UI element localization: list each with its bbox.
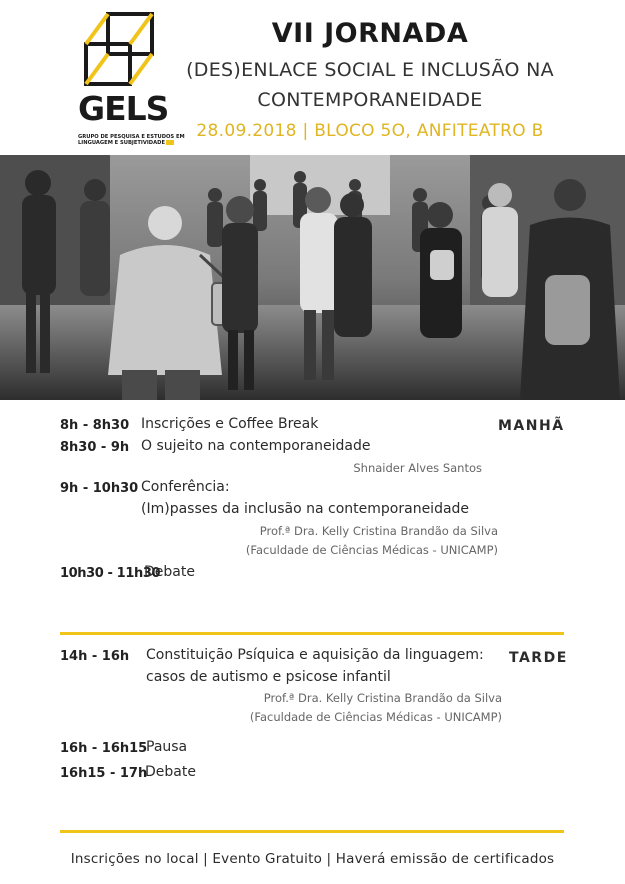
morning-s2-speaker: Shnaider Alves Santos (353, 461, 482, 475)
event-subtitle-line2: CONTEMPORANEIDADE (257, 89, 483, 111)
morning-s4-title: Debate (144, 564, 195, 580)
morning-s1-title: Inscrições e Coffee Break (141, 416, 319, 432)
morning-label: MANHÃ (498, 418, 565, 434)
afternoon-s1-time: 14h - 16h (60, 649, 130, 664)
logo-cube-icon (78, 10, 160, 90)
morning-s3-time: 9h - 10h30 (60, 481, 139, 496)
event-date-location: 28.09.2018 | BLOCO 5O, ANFITEATRO B (196, 121, 544, 141)
morning-s4-time: 10h30 - 11h30 (60, 566, 161, 581)
afternoon-s2-time: 16h - 16h15 (60, 741, 148, 756)
afternoon-s2-title: Pausa (146, 739, 188, 755)
morning-s3-title-line2: (Im)passes da inclusão na contemporaneidade (141, 501, 470, 517)
logo-subtitle-line2 (78, 140, 165, 146)
footer-info: Inscrições no local | Evento Gratuito | Haverá emissão de certificados (70, 851, 555, 867)
afternoon-label: TARDE (509, 650, 568, 666)
crowd-photo (0, 155, 625, 400)
crowd-photo-icon (0, 155, 625, 400)
afternoon-s1-affiliation: (Faculdade de Ciências Médicas - UNICAMP) (249, 710, 502, 724)
morning-s3-affiliation: (Faculdade de Ciências Médicas - UNICAMP) (245, 543, 498, 557)
morning-s3-speaker: Prof.ª Dra. Kelly Cristina Brandão da Silva (259, 524, 498, 538)
logo-subtitle-line2-text: LINGUAGEM E SUBJETIVIDADE (78, 140, 165, 146)
gels-logo (78, 10, 185, 150)
afternoon-s1-title-line1: Constituição Psíquica e aquisição da linguagem: (146, 647, 484, 663)
event-title: VII JORNADA (271, 18, 469, 49)
morning-s1-time: 8h - 8h30 (60, 418, 130, 433)
event-subtitle-line1: (DES)ENLACE SOCIAL E INCLUSÃO NA (186, 59, 554, 81)
afternoon-s1-speaker: Prof.ª Dra. Kelly Cristina Brandão da Silva (263, 691, 502, 705)
afternoon-s3-time: 16h15 - 17h (60, 766, 148, 781)
section-divider (60, 632, 564, 635)
logo-subtitle-line1: GRUPO DE PESQUISA E ESTUDOS EM (78, 134, 185, 140)
afternoon-s1-title-line2: casos de autismo e psicose infantil (146, 669, 391, 685)
morning-s2-title: O sujeito na contemporaneidade (141, 438, 371, 454)
morning-s3-title-line1: Conferência: (141, 479, 230, 495)
logo-wordmark: GELS (78, 89, 169, 128)
afternoon-s3-title: Debate (145, 764, 196, 780)
footer-divider (60, 830, 564, 833)
logo-subtitle (78, 134, 185, 146)
morning-s2-time: 8h30 - 9h (60, 440, 130, 455)
